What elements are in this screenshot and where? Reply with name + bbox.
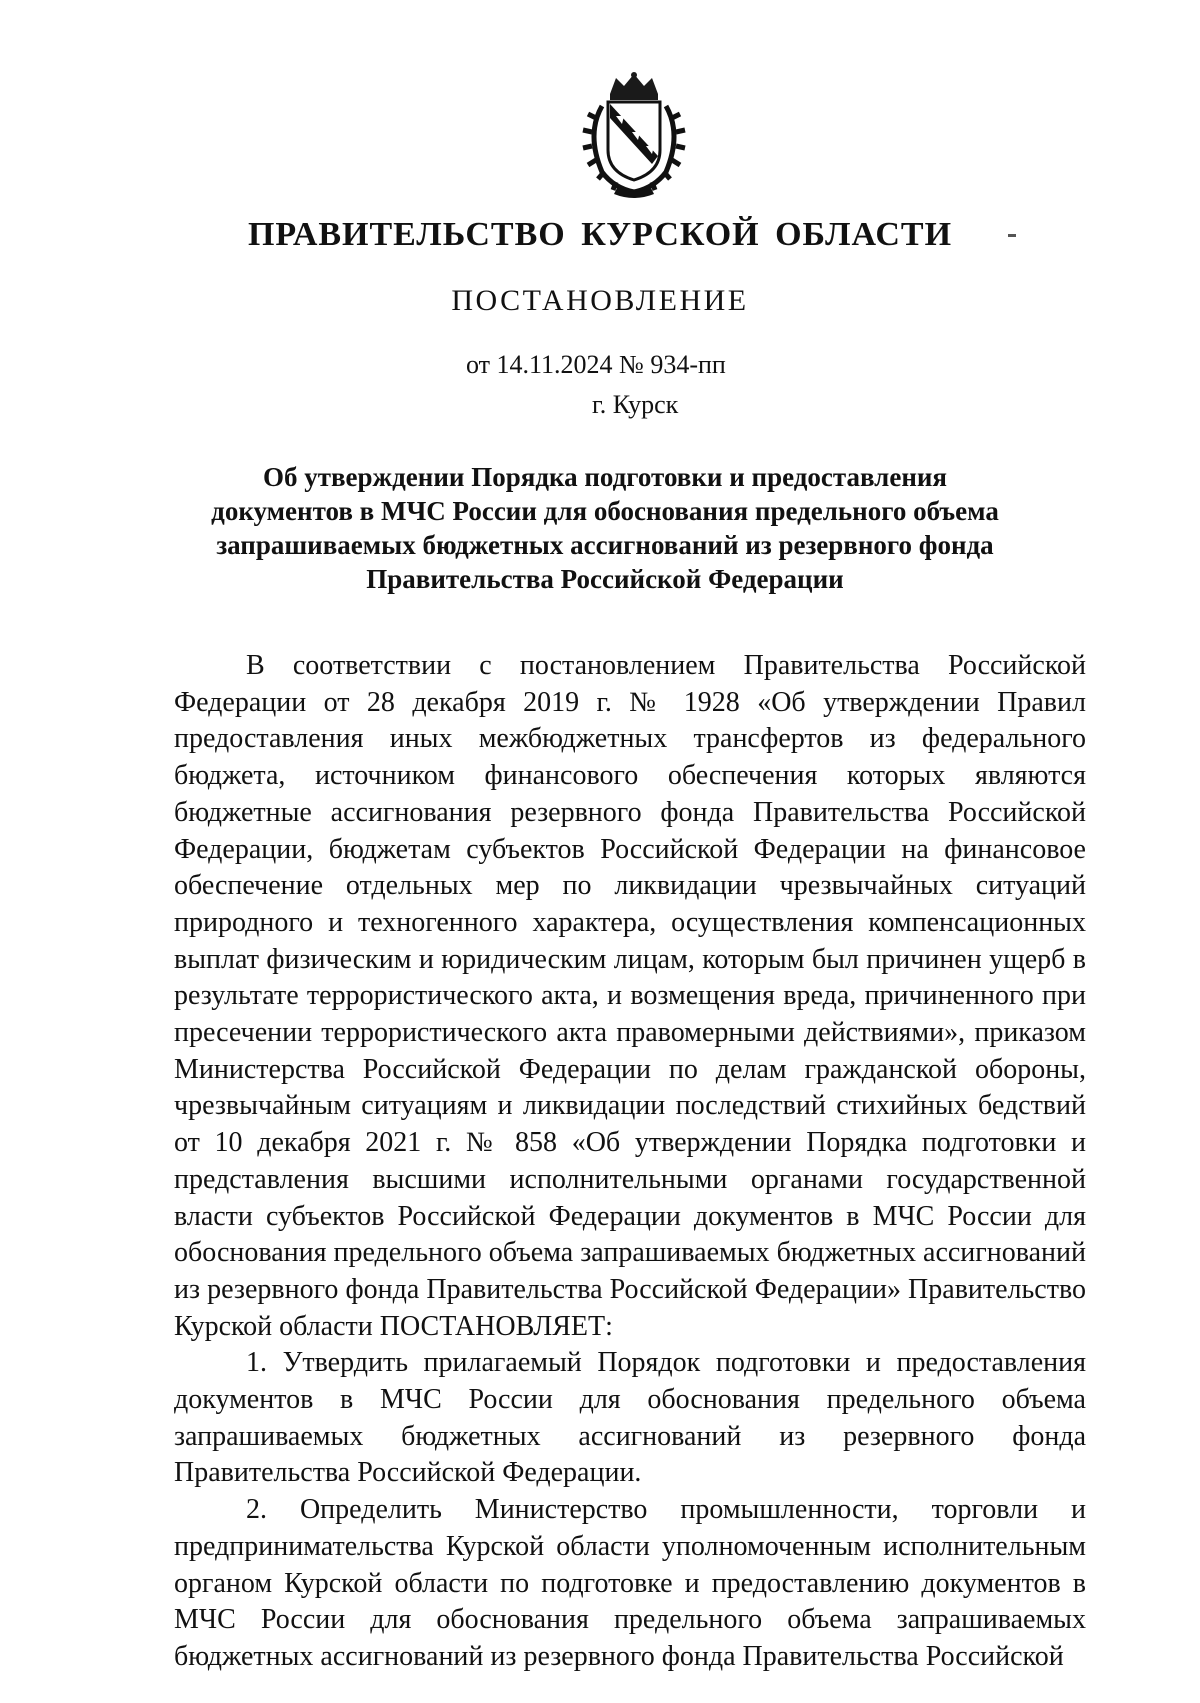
document-city: г. Курск [592,390,679,419]
subject-line: Правительства Российской Федерации [366,564,844,594]
body-paragraph-preamble: В соответствии с постановлением Правительства Российской Федерации от 28 декабря 2019 г. № 1928 «Об утверждении Правил предоставления иных межбюджетных трансфертов из федерального бюджета, источником финансового обеспечения которых являются бюджетные ассигнования резервного фонда Правительства Российской Федерации, бюджетам субъектов Российской Федерации на финансовое обеспечение отдельных мер по ликвидации чрезвычайных ситуаций природного и техногенного характера, осуществления компенсационных выплат физическим и юридическим лицам, которым был причинен ущерб в результате террористического акта, и возмещения вреда, причиненного при пресечении террористического акта правомерными действиями», приказом Министерства Российской Федерации по делам гражданской обороны, чрезвычайным ситуациям и ликвидации последствий стихийных бедствий от 10 декабря 2021 г. № 858 «Об утверждении Порядка подготовки и представления высшими исполнительными органами государственной власти субъектов Российской Федерации документов в МЧС России для обоснования предельного объема запрашиваемых бюджетных ассигнований из резервного фонда Правительства Российской Федерации» Правительство Курской области ПОСТАНОВЛЯЕТ: [174,650,1086,1342]
organization-title: ПРАВИТЕЛЬСТВО КУРСКОЙ ОБЛАСТИ [247,216,953,253]
kursk-coat-of-arms-icon [572,72,696,200]
subject-line: документов в МЧС России для обоснования предельного объема [211,496,999,526]
subject-line: запрашиваемых бюджетных ассигнований из резервного фонда [216,530,994,560]
document-subject [170,460,1040,596]
body-paragraph-item-1: 1. Утвердить прилагаемый Порядок подготовки и предоставления документов в МЧС России для обоснования предельного объема запрашиваемых бюджетных ассигнований из резервного фонда Правительства Российской Федерации. [174,1347,1086,1489]
document-type: ПОСТАНОВЛЕНИЕ [451,284,749,317]
subject-line: Об утверждении Порядка подготовки и предоставления [262,462,948,492]
document-body [174,648,1086,1676]
scan-mark [1008,234,1016,237]
document-date-number: от 14.11.2024 № 934-пп [466,350,726,379]
body-paragraph-item-2: 2. Определить Министерство промышленности, торговли и предпринимательства Курской области уполномоченным исполнительным органом Курской области по подготовке и предоставлению документов в МЧС России для обоснования предельного объема запрашиваемых бюджетных ассигнований из резервного фонда Правительства Российской [174,1494,1086,1672]
